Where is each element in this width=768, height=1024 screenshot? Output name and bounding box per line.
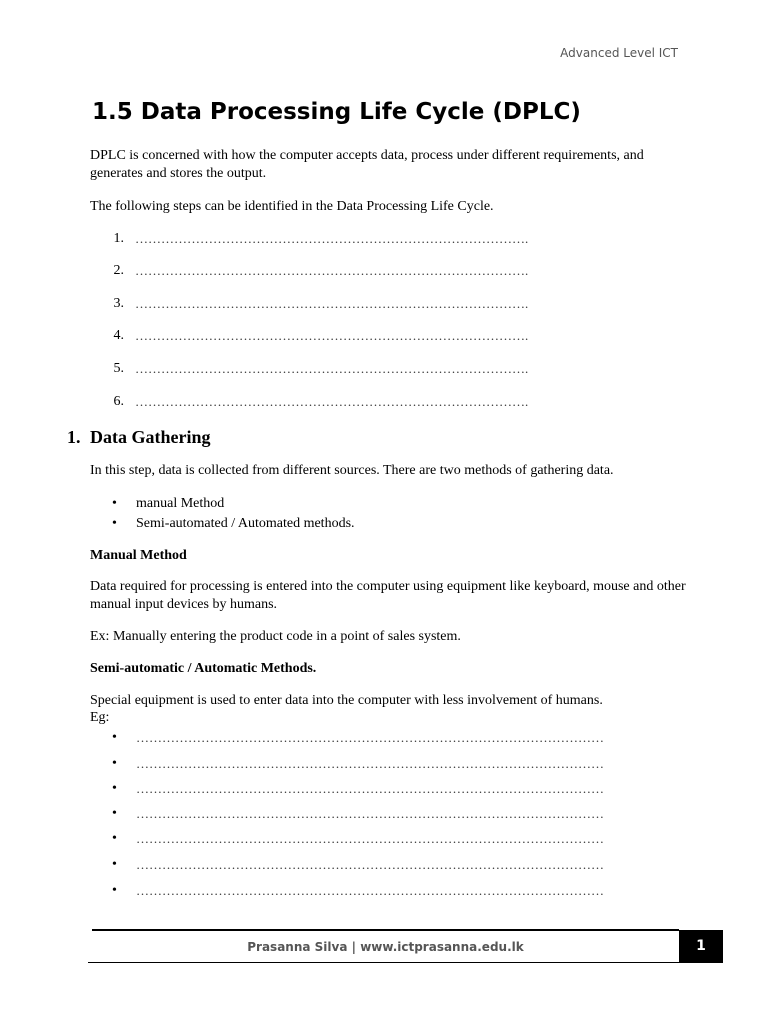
method-item <box>112 515 355 533</box>
footer-rule-bottom <box>88 962 679 963</box>
manual-method-example: Ex: Manually entering the product code in a point of sales system. <box>90 629 461 644</box>
footer-separator: | <box>347 940 361 954</box>
footer-rule-top <box>92 929 679 931</box>
bullet-icon: • <box>112 496 117 511</box>
example-blank-item <box>112 805 604 823</box>
step-number: 1. <box>113 231 124 246</box>
bullet-icon: • <box>112 857 117 872</box>
page-title: 1.5 Data Processing Life Cycle (DPLC) <box>92 99 581 125</box>
example-blank: ……………………………………………………………………………………………… <box>136 806 604 821</box>
method-item <box>112 495 225 513</box>
bullet-icon: • <box>112 806 117 821</box>
bullet-icon: • <box>112 781 117 796</box>
page-number: 1 <box>679 930 723 963</box>
auto-method-heading: Semi-automatic / Automatic Methods. <box>90 661 317 676</box>
step-blank: ………………………………………………………………………………. <box>135 263 529 278</box>
step-blank: ………………………………………………………………………………. <box>135 328 529 343</box>
step-number: 3. <box>113 296 124 311</box>
method-label: manual Method <box>136 496 225 511</box>
section-heading <box>67 426 211 448</box>
example-blank-item <box>112 755 604 773</box>
example-blank: ……………………………………………………………………………………………… <box>136 831 604 846</box>
example-blank: ……………………………………………………………………………………………… <box>136 756 604 771</box>
intro-paragraph: DPLC is concerned with how the computer accepts data, process under different requirements, and generates and stores the output. <box>90 148 644 181</box>
bullet-icon: • <box>112 756 117 771</box>
example-blank-item <box>112 830 604 848</box>
page-footer <box>92 940 679 954</box>
method-label: Semi-automated / Automated methods. <box>136 516 355 531</box>
bullet-icon: • <box>112 831 117 846</box>
step-number: 2. <box>113 263 124 278</box>
example-blank-item <box>112 729 604 747</box>
manual-method-text: Data required for processing is entered into the computer using equipment like keyboard, mouse and other manual input devices by humans. <box>90 579 686 612</box>
section-title: Data Gathering <box>90 427 211 447</box>
step-number: 6. <box>113 394 124 409</box>
example-blank: ……………………………………………………………………………………………… <box>136 883 604 898</box>
bullet-icon: • <box>112 730 117 745</box>
footer-website: www.ictprasanna.edu.lk <box>360 940 524 954</box>
steps-intro: The following steps can be identified in the Data Processing Life Cycle. <box>90 199 494 214</box>
section-number: 1. <box>67 427 81 447</box>
example-blank-item <box>112 856 604 874</box>
section-intro: In this step, data is collected from different sources. There are two methods of gathering data. <box>90 463 614 478</box>
bullet-icon: • <box>112 883 117 898</box>
auto-method-text: Special equipment is used to enter data into the computer with less involvement of humans. <box>90 693 603 708</box>
step-blank: ………………………………………………………………………………. <box>135 231 529 246</box>
example-blank-item <box>112 882 604 900</box>
step-number: 4. <box>113 328 124 343</box>
page-header: Advanced Level ICT <box>560 46 678 60</box>
step-blank: ………………………………………………………………………………. <box>135 394 529 409</box>
step-number: 5. <box>113 361 124 376</box>
example-blank: ……………………………………………………………………………………………… <box>136 730 604 745</box>
footer-author: Prasanna Silva <box>247 940 348 954</box>
example-label: Eg: <box>90 710 110 725</box>
example-blank: ……………………………………………………………………………………………… <box>136 857 604 872</box>
manual-method-heading: Manual Method <box>90 548 187 563</box>
bullet-icon: • <box>112 516 117 531</box>
step-blank: ………………………………………………………………………………. <box>135 361 529 376</box>
example-blank-item <box>112 780 604 798</box>
step-blank: ………………………………………………………………………………. <box>135 296 529 311</box>
example-blank: ……………………………………………………………………………………………… <box>136 781 604 796</box>
